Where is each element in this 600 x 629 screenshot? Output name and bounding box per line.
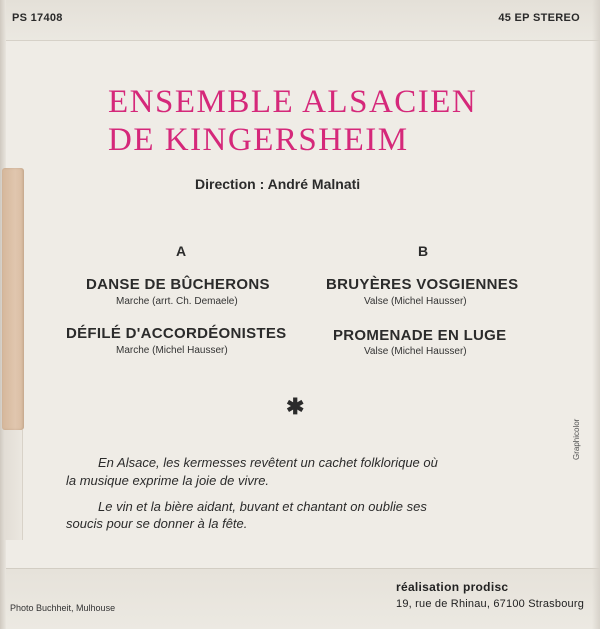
star-separator-icon: ✱ bbox=[286, 394, 305, 419]
right-edge bbox=[592, 0, 600, 629]
printer-credit: Graphicolor bbox=[572, 418, 581, 460]
side-a-track-2-title: DÉFILÉ D'ACCORDÉONISTES bbox=[66, 325, 287, 342]
liner-note-line: En Alsace, les kermesses revêtent un cachet folklorique où bbox=[98, 455, 438, 470]
publisher-address: 19, rue de Rhinau, 67100 Strasbourg bbox=[396, 598, 585, 610]
side-b-label: B bbox=[418, 243, 429, 259]
tape-strip-lower bbox=[4, 430, 23, 540]
side-b-track-2-note: Valse (Michel Hausser) bbox=[364, 346, 467, 357]
side-b-track-1-note: Valse (Michel Hausser) bbox=[364, 296, 467, 307]
catalog-number: PS 17408 bbox=[12, 12, 63, 24]
liner-note-line: Le vin et la bière aidant, buvant et chantant on oublie ses bbox=[98, 499, 427, 514]
direction-credit: Direction : André Malnati bbox=[195, 176, 361, 192]
title-line-1: ENSEMBLE ALSACIEN bbox=[108, 84, 478, 120]
side-a-track-2-note: Marche (Michel Hausser) bbox=[116, 345, 228, 356]
side-a-track-1-note: Marche (arrt. Ch. Demaele) bbox=[116, 296, 238, 307]
side-a-track-1-title: DANSE DE BÛCHERONS bbox=[86, 276, 270, 293]
photo-credit: Photo Buchheit, Mulhouse bbox=[10, 603, 116, 613]
liner-note-line: soucis pour se donner à la fête. bbox=[66, 516, 248, 531]
side-b-track-1-title: BRUYÈRES VOSGIENNES bbox=[326, 276, 519, 293]
title-line-2: DE KINGERSHEIM bbox=[108, 122, 409, 158]
side-a-label: A bbox=[176, 243, 187, 259]
realisation-credit: réalisation prodisc bbox=[396, 580, 509, 594]
tape-strip bbox=[2, 168, 24, 430]
side-b-track-2-title: PROMENADE EN LUGE bbox=[333, 327, 507, 344]
format-label: 45 EP STEREO bbox=[498, 12, 580, 24]
liner-note-line: la musique exprime la joie de vivre. bbox=[66, 473, 270, 488]
